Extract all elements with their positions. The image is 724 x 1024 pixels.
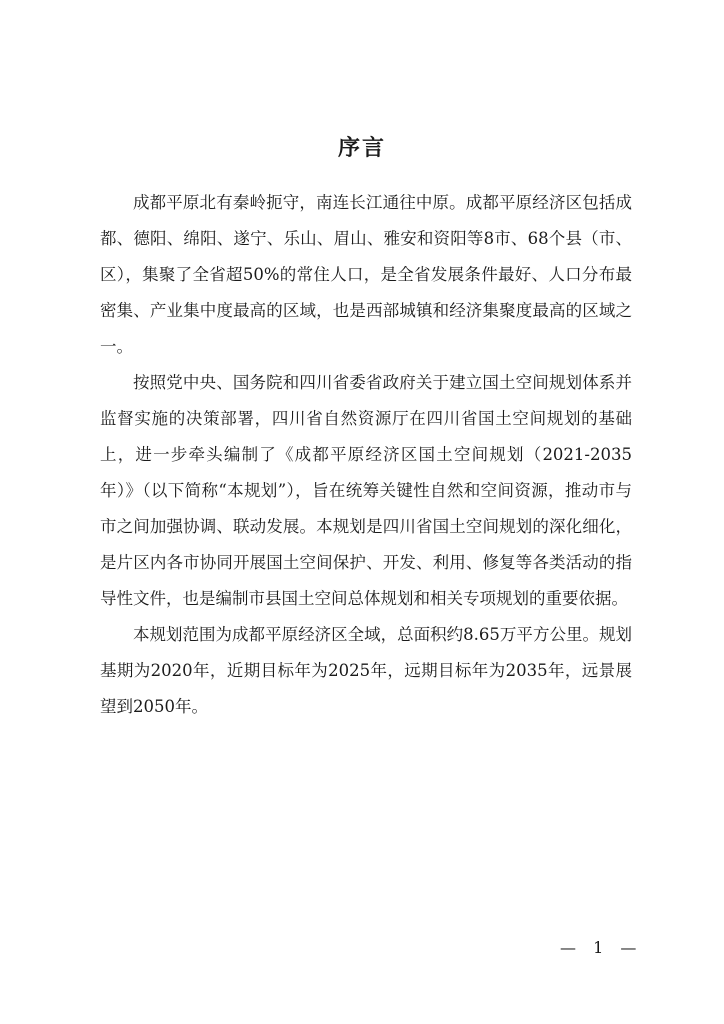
- page-title: 序言: [337, 135, 386, 161]
- paragraph-intro: 成都平原北有秦岭扼守，南连长江通往中原。成都平原经济区包括成都、德阳、绵阳、遂宁、乐山、眉山、雅安和资阳等8市、68个县（市、区），集聚了全省超50%的常住人口，是全省发展条件最好、人口分布最密集、产业集中度最高的区域，也是西部城镇和经济集聚度最高的区域之一。: [100, 193, 632, 356]
- paragraph-scope: 本规划范围为成都平原经济区全域，总面积约8.65万平方公里。规划基期为2020年，近期目标年为2025年，远期目标年为2035年，远景展望到2050年。: [100, 625, 632, 716]
- paragraph-background: 按照党中央、国务院和四川省委省政府关于建立国土空间规划体系并监督实施的决策部署，四川省自然资源厅在四川省国土空间规划的基础上，进一步牵头编制了《成都平原经济区国土空间规划（2021-2035年）》（以下简称“本规划”），旨在统筹关键性自然和空间资源，推动市与市之间加强协调、联动发展。本规划是四川省国土空间规划的深化细化，是片区内各市协同开展国土空间保护、开发、利用、修复等各类活动的指导性文件，也是编制市县国土空间总体规划和相关专项规划的重要依据。: [100, 373, 632, 608]
- page-number: — 1 —: [560, 938, 643, 957]
- body-text: [100, 185, 632, 725]
